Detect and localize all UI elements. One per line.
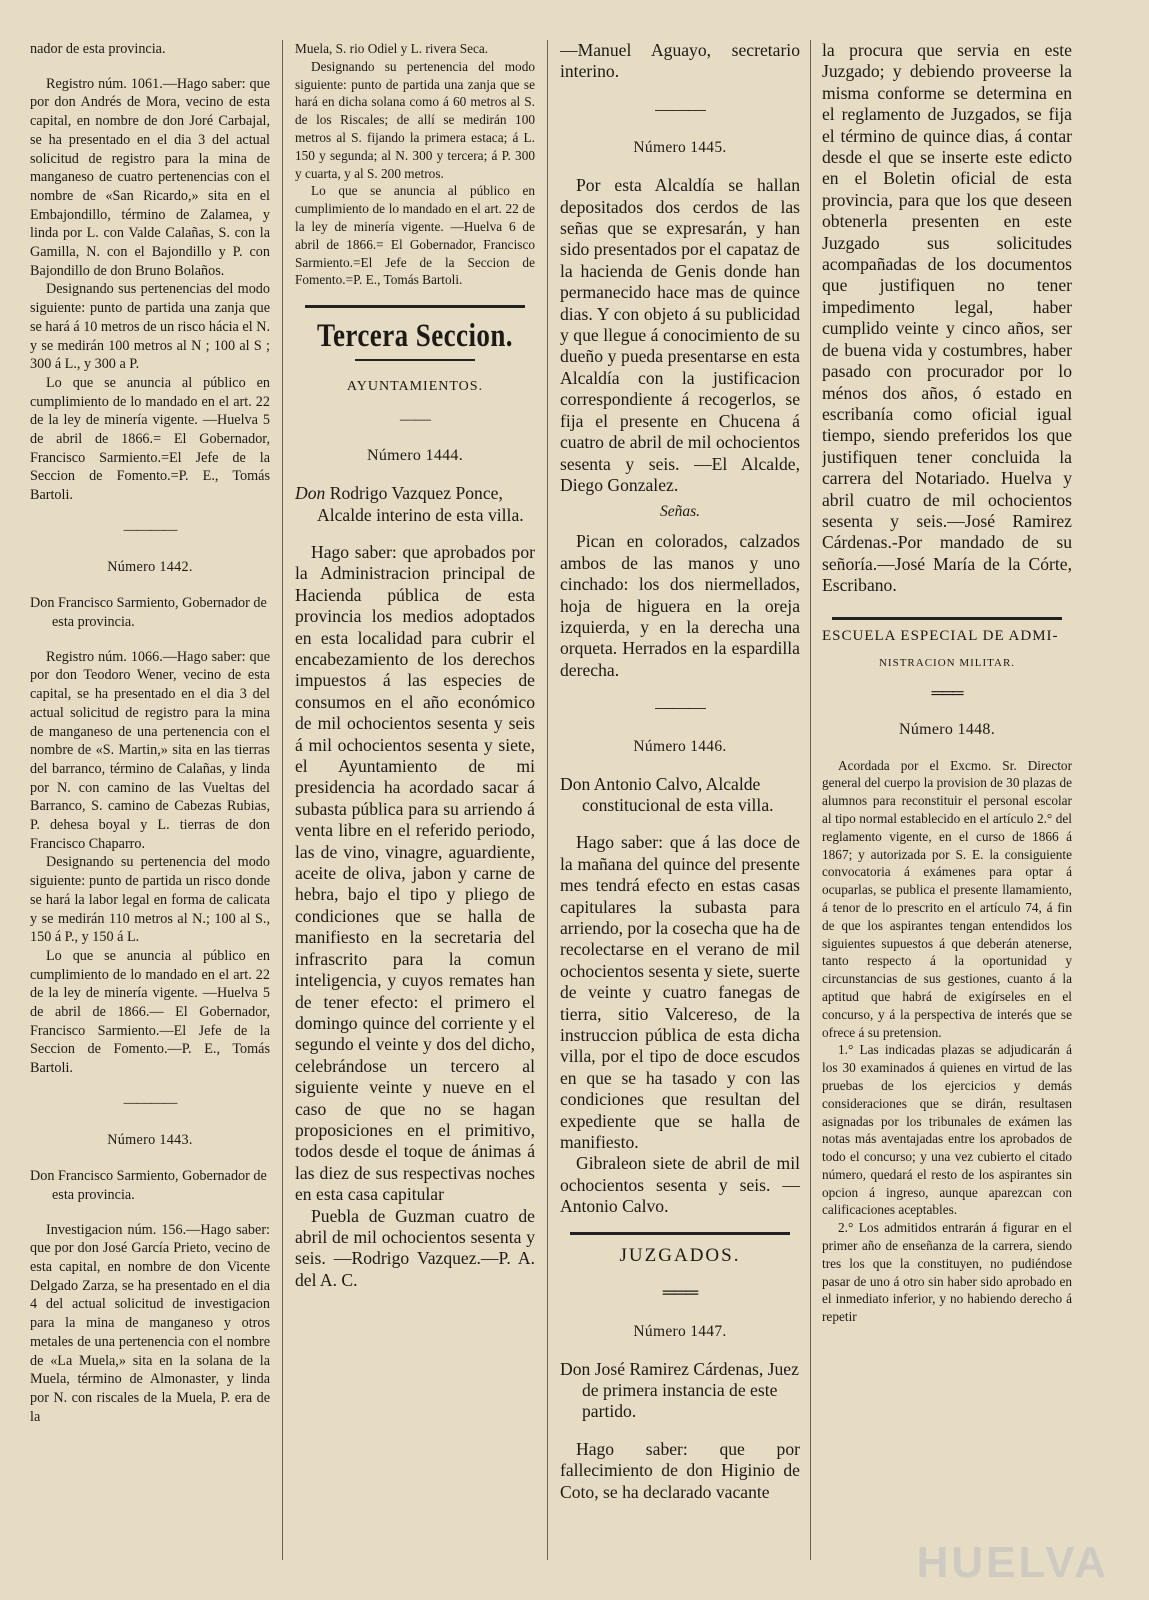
text-paragraph: Por esta Alcaldía se hallan depositados dos cerdos de las señas que se expresarán, y han sido presentados por el capataz de la hacienda de Genis donde han permanecido hace mas de quince dias. Y con objeto á su publicidad y que llegue á conocimiento de su dueño y pueda presentarse en esta Alcaldía con la justificacion correspondiente á recogerlos, se fija el presente en Chucena á cuatro de abril de mil ochocientos sesenta y seis. —El Alcalde, Diego Gonzalez. [560,175,800,495]
separator: ———— [123,521,177,538]
text-paragraph: Hago saber: que por fallecimiento de don Higinio de Coto, se ha declarado vacante [560,1438,800,1502]
section-rule [355,359,475,361]
section-rule [305,305,525,308]
notice-number: Número 1448. [898,720,996,738]
notice-number: Número 1444. [366,447,464,465]
column-rule [547,40,548,1560]
section-subtitle: ESCUELA ESPECIAL DE ADMI- [822,627,1059,644]
text-paragraph: 2.° Los admitidos entrarán á figurar en el primer año de enseñanza de la carrera, siendo tres los que la constituyen, no pudiéndose pasar de uno á otro sin haber sido aprobado en el inmediato inferior, y no habiendo derecho á repetir [822,1220,1072,1325]
section-rule [832,617,1062,620]
section-subtitle: AYUNTAMIENTOS. [346,379,484,395]
text-paragraph: Acordada por el Excmo. Sr. Director general del cuerpo la provision de 30 plazas de alumnos para reconstituir el personal escolar al tipo normal establecido en el artículo 2.° del reglamento vigente, en el curso de 1866 á 1867; y autorizada por S. E. la consiguiente convocatoria á exámenes para optar á ocuparlas, se publica el presente llamamiento, á tenor de lo prescrito en el artículo 74, á fin de que los aspirantes tengan entendidos los siguientes supuestos á que deberán atenerse, tanto respecto á la oportunidad y circunstancias de sus gestiones, cuanto á la aptitud que habrá de exigírseles en el concurso, y á la perspectiva de interés que se ofrece á su pretension. [822,757,1072,1040]
separator: ═══ [931,684,963,702]
text-paragraph: Hago saber: que aprobados por la Administracion principal de Hacienda pública de esta provincia los medios adoptados en esta localidad para cubrir el encabezamiento de los derechos impuestos á las especies de consumos en el año económico de mil ochocientos sesenta y seis á mil ochocientos sesenta y siete, el Ayuntamiento de mi presidencia ha acordado sacar á subasta pública para su arriendo á venta libre en el referido periodo, las de vino, vinagre, aguardiente, aceite de oliva, jabon y carne de hebra, bajo el tipo y pliego de condiciones que se halla de manifiesto en la secretaria del infrascrito para la comun inteligencia, y cuyos remates han de tener efecto: el primero el domingo quince del corriente y el segundo el veinte y dos del dicho, celebrándose un tercero al siguiente veinte y nueve en el caso de que no se hagan proposiciones en el primitivo, todos desde el toque de ánimas á las diez de sus respectivas noches en esta casa capitular [295,541,535,1205]
separator: —— [400,411,430,429]
notice-number: Número 1442. [107,558,193,575]
column-3 [560,40,800,1595]
heading-don: Don [295,483,326,504]
text-paragraph: 1.° Las indicadas plazas se adjudicarán á los 30 examinados á quienes en virtud de las pruebas de los ejercicios y demás consideraciones que se dirán, resultasen asignadas por los tribunales de exámen las notas más aventajadas entre los aprobados de todo el concurso; y una vez cubierto el citado número, quedará el resto de los aspirantes sin opcion á ingreso, aunque aparezcan con calificaciones aceptables. [822,1042,1072,1218]
text-paragraph: Registro núm. 1066.—Hago saber: que por don Teodoro Wener, vecino de esta capital, se ha presentado en el dia 3 del actual solicitud de registro para la mina de manganeso de una pertenencia con el nombre de «S. Martin,» sita en las tierras del barranco, término de Calañas, y linda por N. con camino de las Vueltas del Barranco, S. camino de Cabezas Rubias, P. dehesa boyal y L. tierras de don Francisco Chaparro. [30,648,270,852]
column-2 [295,40,535,1595]
notice-heading: Don Francisco Sarmiento, Gobernador de esta provincia. [30,1168,267,1203]
heading-text: Rodrigo Vazquez Ponce, Alcalde interino de esta villa. [317,483,524,525]
separator: ——— [655,697,705,718]
text-paragraph: Lo que se anuncia al público en cumplimiento de lo mandado en el art. 22 de la ley de minería vigente. —Huelva 5 de abril de 1866.= El Gobernador, Francisco Sarmiento.=El Jefe de la Seccion de Fomento.=P. E., Tomás Bartoli. [30,374,270,504]
text-paragraph: Designando sus pertenencias del modo siguiente: punto de partida una zanja que se hará á 10 metros de un risco hácia el N. y se medirán 100 metros al N ; 100 al S ; 300 á L., y 300 a P. [30,281,270,373]
watermark-logo: HUELVA [916,1538,1109,1587]
notice-heading: Don Antonio Calvo, Alcalde constitucional de esta villa. [560,773,774,815]
notice-heading: Don Francisco Sarmiento, Gobernador de esta provincia. [30,595,267,630]
text-paragraph: Gibraleon siete de abril de mil ochocientos sesenta y seis. —Antonio Calvo. [560,1153,800,1217]
text-paragraph: Muela, S. rio Odiel y L. rivera Seca. [295,41,489,56]
separator: ═══ [662,1282,698,1303]
text-paragraph: Pican en colorados, calzados ambos de las manos y uno cinchado: los dos niermellados, hoja de higuera en la oreja izquierda, y en la derecha una orqueta. Herrados en la espardilla derecha. [560,531,800,680]
section-subtitle: NISTRACION MILITAR. [878,656,1016,669]
column-1 [30,40,270,1595]
text-paragraph: Investigacion núm. 156.—Hago saber: que por don José García Prieto, vecino de esta capital, en nombre de don Vicente Delgado Zarza, se ha presentado en el dia 4 del actual solicitud de investigacion para la mina de manganeso y otros metales de una pertenencia con el nombre de «La Muela,» sita en la solana de la Muela, término de Almonaster, y linda por N. con riscales de la Muela, P. era de la [30,1221,270,1425]
notice-heading [295,483,535,526]
separator: ——— [655,98,705,119]
text-paragraph: —Manuel Aguayo, secretario interino. [560,40,800,82]
column-rule [282,40,283,1560]
text-paragraph: Registro núm. 1061.—Hago saber: que por don Andrés de Mora, vecino de esta capital, en nombre de don Joré Carbajal, se ha presentado en el dia 3 del actual solicitud de registro para la mina de manganeso de cuatro pertenencias con el nombre de «San Ricardo,» sita en el Embajondillo, término de Zalamea, y linda por L. con Valde Calañas, S. con la Gamilla, N. con el Bajondillo y P. con Bajondillo de don Bruno Bolaños. [30,75,270,279]
text-paragraph: Lo que se anuncia al público en cumplimiento de lo mandado en el art. 22 de la ley de minería vigente. —Huelva 6 de abril de 1866.= El Gobernador, Francisco Sarmiento.=El Jefe de la Seccion de Fomento.=P. E., Tomás Bartoli. [295,183,535,288]
notice-number: Número 1446. [633,737,727,755]
text-paragraph: Lo que se anuncia al público en cumplimiento de lo mandado en el art. 22 de la ley de minería vigente. —Huelva 5 de abril de 1866.— El Gobernador, Francisco Sarmiento.—El Jefe de la Seccion de Fomento.—P. E., Tomás Bartoli. [30,947,270,1077]
notice-number: Número 1447. [633,1322,727,1340]
text-paragraph: Puebla de Guzman cuatro de abril de mil ochocientos sesenta y seis. —Rodrigo Vazquez.—P. A. del A. C. [295,1205,535,1290]
section-rule [570,1232,790,1235]
text-paragraph: Hago saber: que á las doce de la mañana del quince del presente mes tendrá efecto en estas casas capitulares la subasta para arriendo, por la cosecha que ha de recolectarse en el verano de mil ochocientos sesenta y siete, suerte de veinte y cuatro fanegas de tierra, sitio Valcereso, de la instruccion pública de esta dicha villa, por el tipo de doce escudos en que se ha tasado y con las condiciones que resultan del expediente que se halla de manifiesto. [560,832,800,1153]
column-4 [822,40,1072,1595]
text-paragraph: Designando su pertenencia del modo siguiente: punto de partida una zanja que se hará en dicha solana como á 60 metros al S. de los Riscales; de allí se medirán 100 metros al S. fijando la primera estaca; á L. 150 y segunda; al N. 300 y tercera; á P. 300 y cuarta, y al S. 200 metros. [295,58,535,181]
notice-heading: Don José Ramirez Cárdenas, Juez de primera instancia de este partido. [560,1358,799,1422]
text-paragraph: Designando su pertenencia del modo siguiente: punto de partida un risco donde se hará la labor legal en forma de calicata y se medirán 110 metros al N.; 100 al S., 150 á P., y 150 á L. [30,854,270,946]
text-paragraph: la procura que servia en este Juzgado; y debiendo proveerse la misma conforme se determina en el reglamento de Juzgados, se fija el término de quince dias, á contar desde el que se inserte este edicto en el Boletin oficial de esta provincia, para que los que deseen obtenerla presenten en este Juzgado sus solicitudes acompañadas de los documentos que justifiquen no tener impedimento legal, haber cumplido veinte y cinco años, ser de buena vida y costumbres, haber pasado con procurador por lo ménos dos años, ó estado en escribanía como oficial igual tiempo, siendo preferidos los que justifiquen tener concluida la carrera del Notariado. Huelva y abril cuatro de mil ochocientos sesenta y seis.—José Ramirez Cárdenas.-Por mandado de su señoría.—José María de la Córte, Escribano. [822,40,1072,596]
text-paragraph: nador de esta provincia. [30,41,166,57]
notice-number: Número 1443. [107,1131,193,1148]
senas-label: Señas. [659,503,701,521]
notice-number: Número 1445. [633,139,727,157]
column-rule [810,40,811,1560]
section-subtitle: JUZGADOS. [619,1244,741,1266]
separator: ———— [123,1094,177,1111]
section-title: Tercera Seccion. [317,318,513,355]
